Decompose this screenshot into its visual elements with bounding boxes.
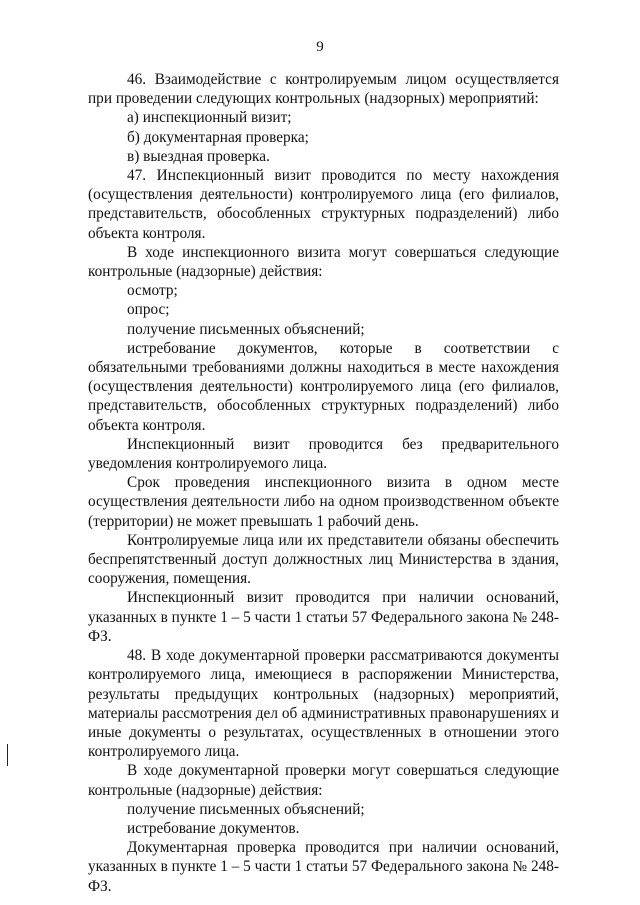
paragraph: Документарная проверка проводится при наличии оснований, указанных в пункте 1 – 5 части 1 статьи 57 Федерального закона № 248-ФЗ. [88, 839, 559, 895]
paragraph-46-intro: 46. Взаимодействие с контролируемым лицом осуществляется при проведении следующих контрольных (надзорных) мероприятий: [88, 71, 559, 108]
paragraph-47-intro: 47. Инспекционный визит проводится по месту нахождения (осуществления деятельности) контролируемого лица (его филиалов, представительств, обособленных структурных подразделений) либо объекта контроля. [88, 167, 559, 242]
page-number: 9 [316, 39, 324, 55]
list-item: опрос; [127, 301, 170, 319]
list-item: в) выездная проверка. [127, 147, 270, 165]
paragraph: В ходе документарной проверки могут совершаться следующие контрольные (надзорные) действия: [88, 762, 559, 799]
list-item: истребование документов. [127, 819, 300, 837]
list-item: б) документарная проверка; [127, 128, 309, 146]
paragraph: истребование документов, которые в соответствии с обязательными требованиями должны находиться в месте нахождения (осуществления деятельности) контролируемого лица (его филиалов, представительств, обособленных структурных подразделений) либо объекта контроля. [88, 339, 559, 434]
paragraph: Контролируемые лица или их представители обязаны обеспечить беспрепятственный доступ должностных лиц Министерства в здания, сооружения, помещения. [88, 531, 559, 588]
document-body [88, 70, 559, 896]
paragraph: Срок проведения инспекционного визита в одном месте осуществления деятельности либо на одном производственном объекте (территории) не может превышать 1 рабочий день. [88, 474, 559, 530]
list-item: а) инспекционный визит; [127, 109, 292, 127]
paragraph: В ходе инспекционного визита могут совершаться следующие контрольные (надзорные) действия: [88, 243, 559, 281]
paragraph-48-intro: 48. В ходе документарной проверки рассматриваются документы контролируемого лица, имеющиеся в распоряжении Министерства, результаты предыдущих контрольных (надзорных) мероприятий, материалы рассмотрения дел об административных правонарушениях и иные документы о результатах, осуществленных в отношении этого контролируемого лица. [88, 647, 559, 761]
paragraph: Инспекционный визит проводится без предварительного уведомления контролируемого лица. [88, 435, 559, 473]
paragraph: Инспекционный визит проводится при наличии оснований, указанных в пункте 1 – 5 части 1 статьи 57 Федерального закона № 248-ФЗ. [88, 589, 559, 645]
list-item: осмотр; [127, 282, 178, 300]
list-item: получение письменных объяснений; [127, 320, 365, 338]
scan-margin-mark [7, 744, 8, 766]
list-item: получение письменных объяснений; [127, 800, 365, 818]
